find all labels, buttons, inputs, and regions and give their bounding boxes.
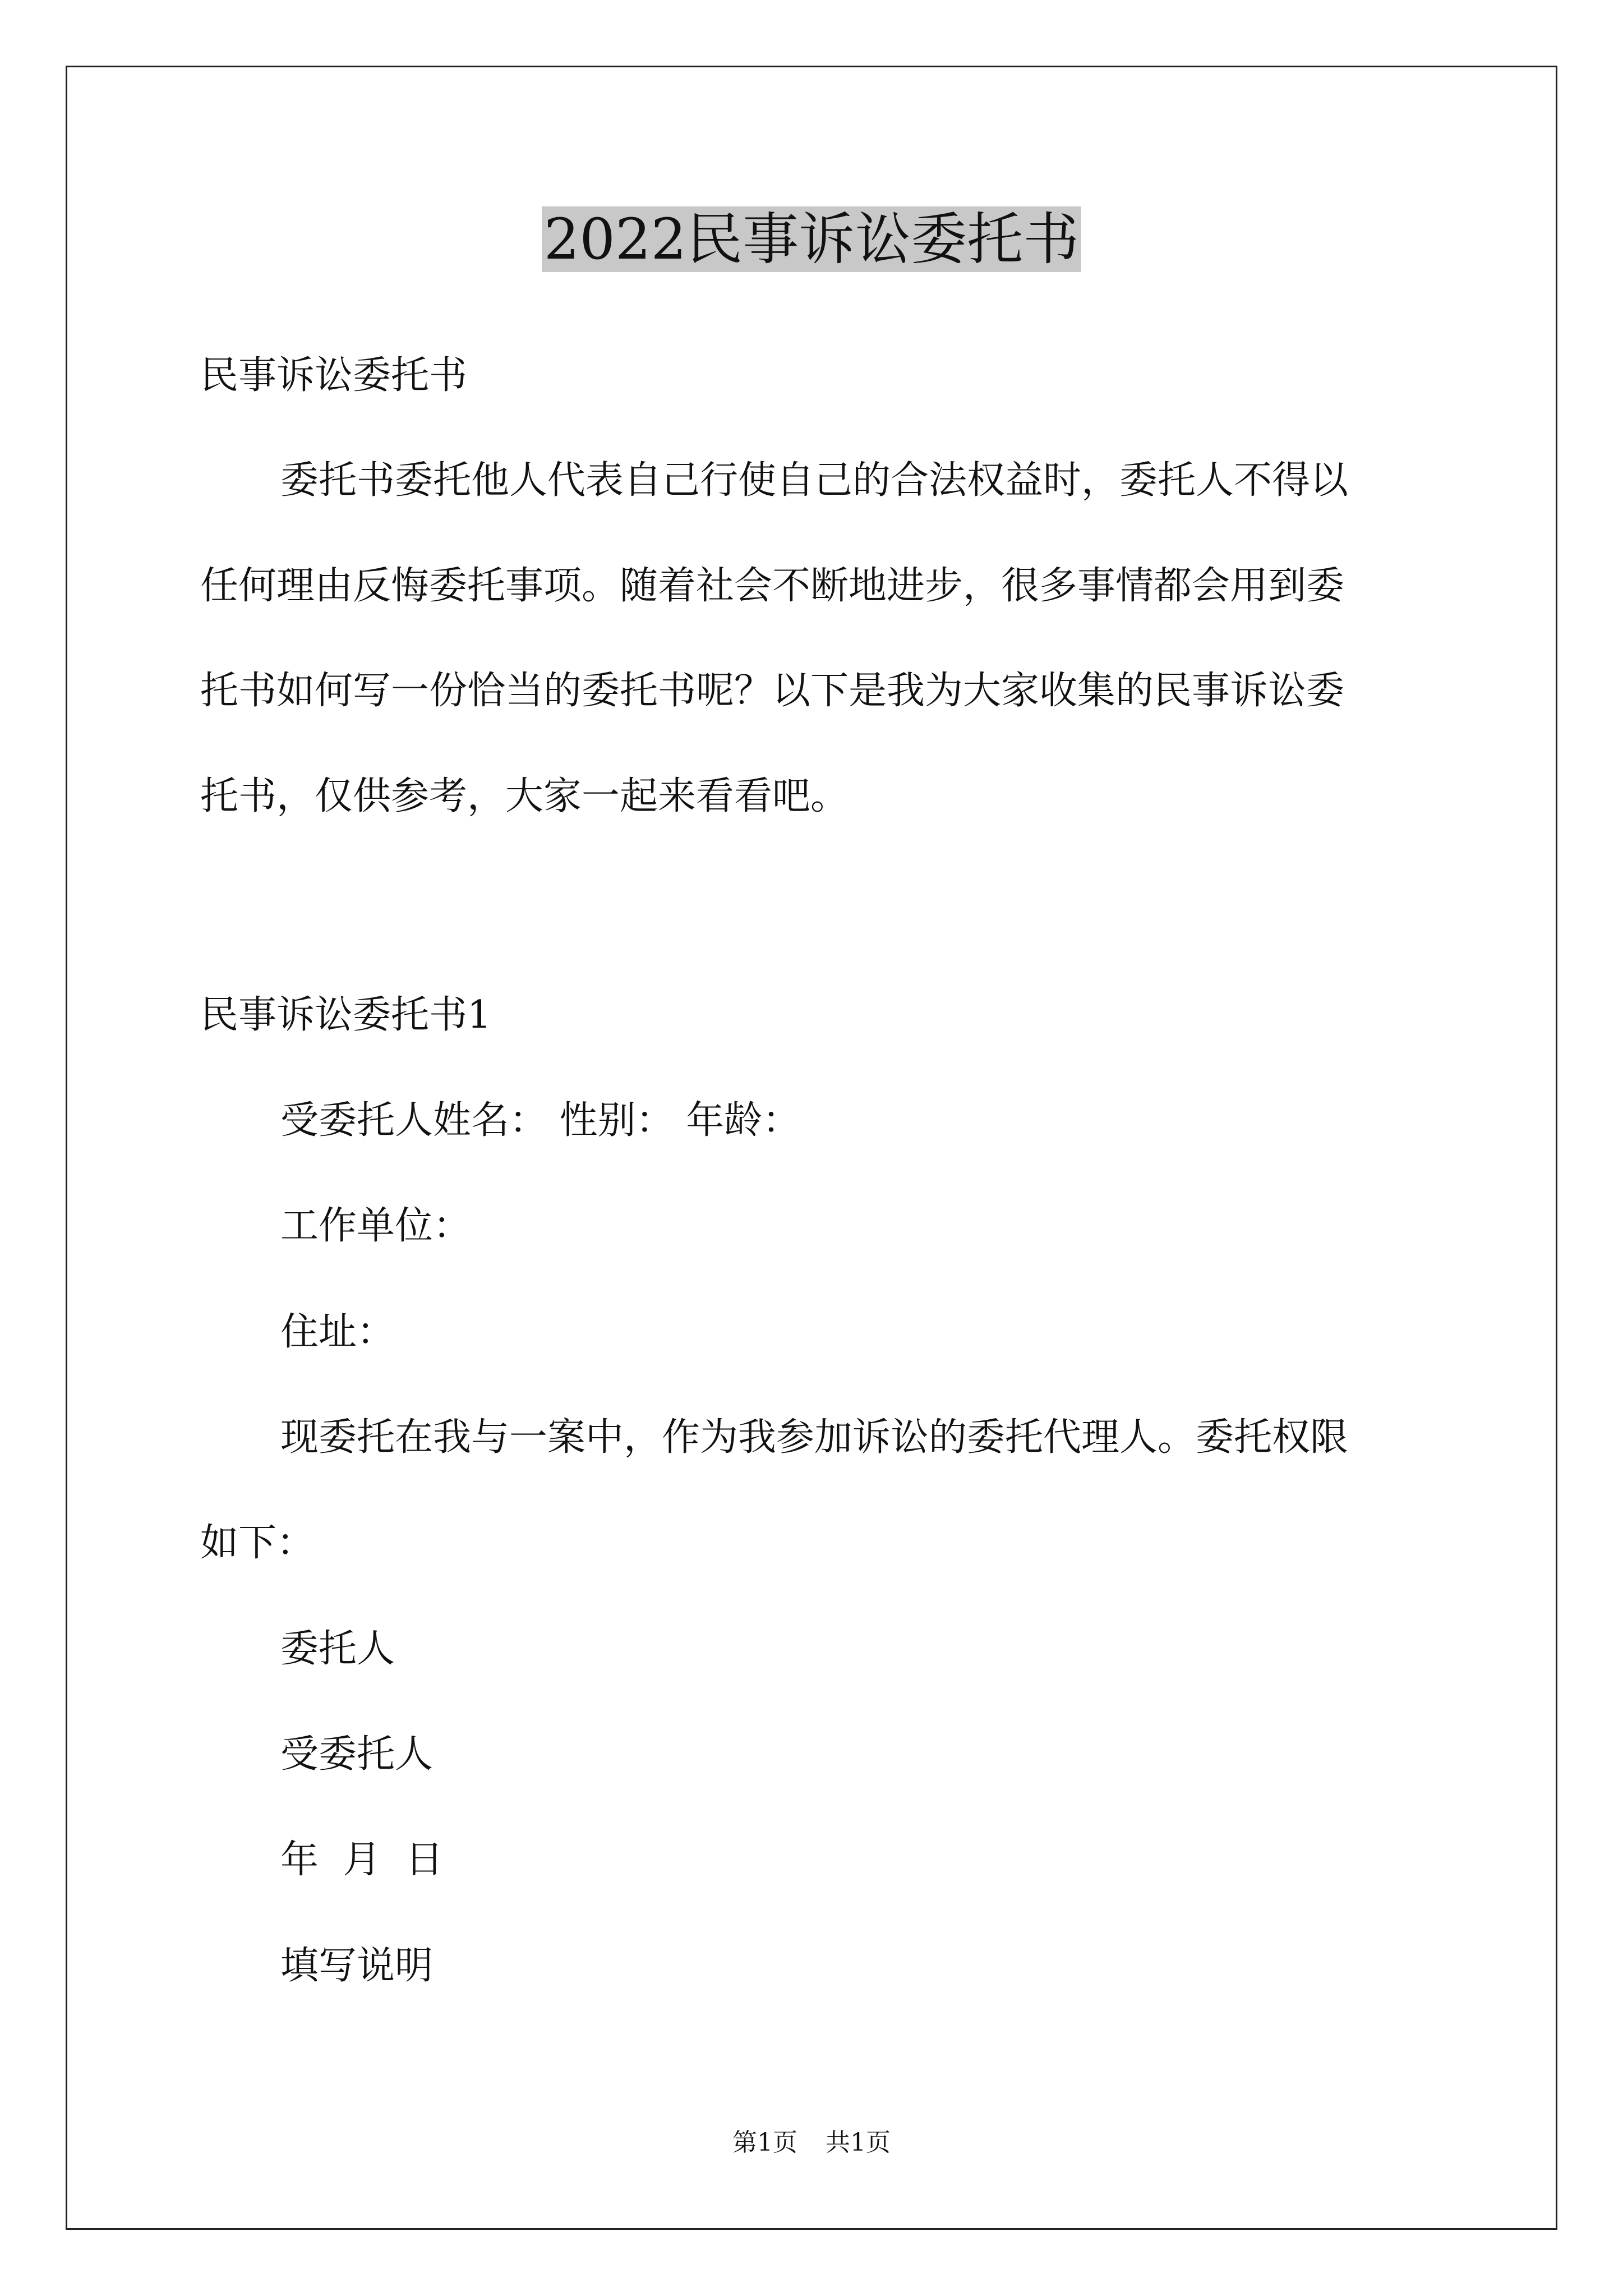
date-label-text: 年 月 日 xyxy=(280,1838,444,1882)
intro-line-4: 托书，仅供参考，大家一起来看看吧。 xyxy=(200,774,849,818)
instructions-label: 填写说明 xyxy=(280,1944,434,1988)
page-total: 共1页 xyxy=(826,2128,891,2157)
intro-heading: 民事诉讼委托书 xyxy=(200,353,468,398)
work-unit-field: 工作单位： xyxy=(280,1204,472,1248)
document-title-text: 2022民事诉讼委托书 xyxy=(542,206,1082,272)
intro-line-3: 托书如何写一份恰当的委托书呢？以下是我为大家收集的民事诉讼委 xyxy=(200,669,1345,713)
address-field: 住址： xyxy=(280,1310,395,1354)
intro-line-2: 任何理由反悔委托事项。随着社会不断地进步，很多事情都会用到委 xyxy=(200,564,1345,608)
document-title xyxy=(0,203,1623,276)
section-heading: 民事诉讼委托书1 xyxy=(200,993,492,1037)
date-label xyxy=(280,1835,443,1885)
intro-line-1: 委托书委托他人代表自己行使自己的合法权益时，委托人不得以 xyxy=(280,458,1349,503)
authorization-line-2: 如下： xyxy=(200,1521,315,1565)
agent-label: 受委托人 xyxy=(280,1732,434,1777)
client-label: 委托人 xyxy=(280,1627,395,1671)
authorization-line-1: 现委托在我与一案中，作为我参加诉讼的委托代理人。委托权限 xyxy=(280,1415,1349,1460)
page-footer xyxy=(0,2126,1623,2160)
agent-info-field: 受委托人姓名： 性别： 年龄： xyxy=(280,1098,801,1143)
page-number: 第1页 xyxy=(732,2128,797,2157)
